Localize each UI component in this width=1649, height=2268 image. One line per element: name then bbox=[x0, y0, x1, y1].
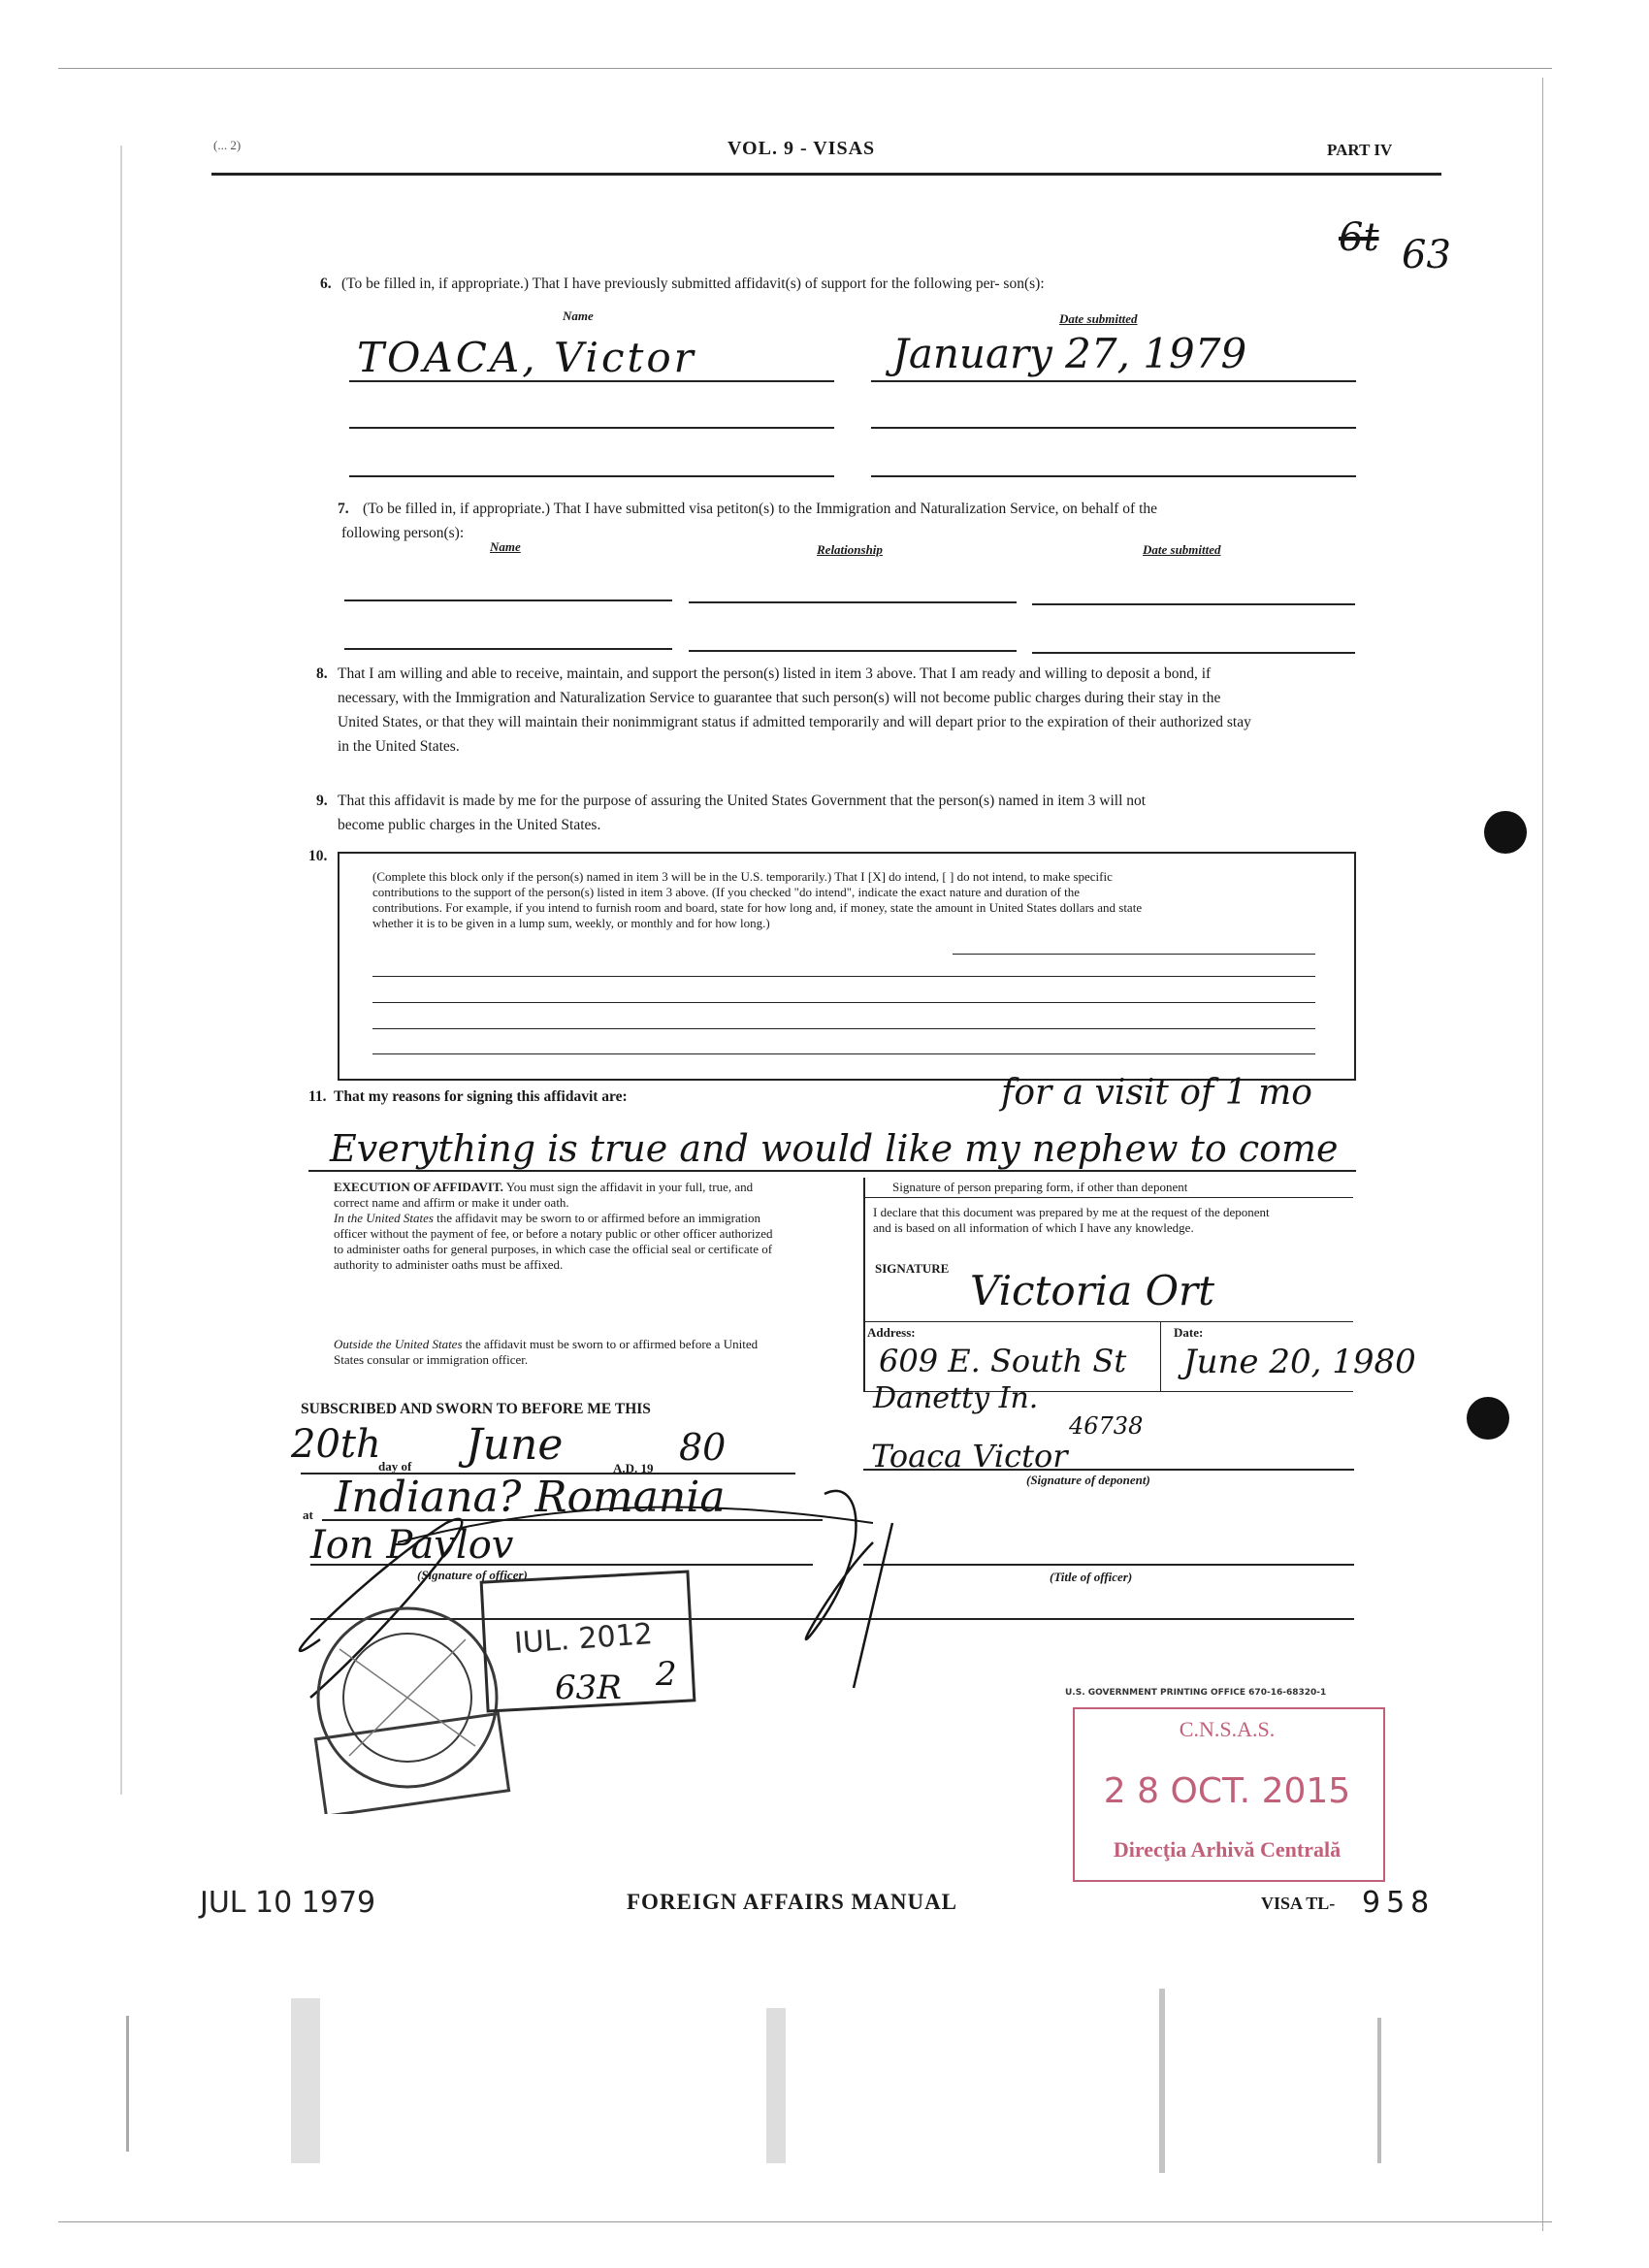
item8-number: 8. bbox=[316, 665, 328, 682]
execution-title: EXECUTION OF AFFIDAVIT. bbox=[334, 1180, 503, 1194]
item6-entry-name: TOACA, Victor bbox=[357, 334, 696, 381]
scan-noise bbox=[1159, 1989, 1165, 2173]
hole-punch bbox=[1484, 811, 1527, 854]
corner-mark: (... 2) bbox=[213, 138, 242, 152]
header-rule bbox=[211, 173, 1441, 176]
execution-text2: the affidavit may be sworn to or affirmed before an immigration officer without the payment of fee, or before a notary public or other officer authorized to administer oaths for general purposes, in which case the official seal or certificate of authority to administer oaths must be affixed. bbox=[334, 1211, 773, 1272]
item7-text: (To be filled in, if appropriate.) That I have submitted visa petiton(s) to the Immigration and Naturalization Service, on behalf of the following person(s): bbox=[341, 501, 1158, 541]
item10-line bbox=[372, 1053, 1315, 1054]
archive-stamp-date: 2 8 OCT. 2015 bbox=[1103, 1771, 1351, 1811]
preparer-signature: Victoria Ort bbox=[970, 1267, 1214, 1314]
item7-line bbox=[1032, 603, 1355, 605]
scan-noise bbox=[1377, 2018, 1381, 2163]
item11-number: 11. bbox=[308, 1088, 327, 1105]
date-stamp-date: IUL. 2012 bbox=[512, 1617, 654, 1661]
deponent-label: (Signature of deponent) bbox=[1026, 1473, 1150, 1487]
item6-number: 6. bbox=[320, 275, 332, 292]
preparer-date: June 20, 1980 bbox=[1183, 1343, 1416, 1381]
officer-signature: Ion Pavlov bbox=[310, 1523, 514, 1568]
item7-col-date: Date submitted bbox=[1143, 542, 1221, 557]
archive-stamp-office: Direcţia Arhivă Centrală bbox=[1113, 1837, 1342, 1862]
scan-noise bbox=[766, 2008, 786, 2163]
item6-col-name: Name bbox=[563, 308, 594, 323]
item10-line bbox=[953, 954, 1315, 955]
preparer-signature-label: SIGNATURE bbox=[875, 1261, 950, 1276]
preparer-divider bbox=[1160, 1321, 1161, 1391]
item7-line bbox=[344, 599, 672, 601]
sworn-at-label: at bbox=[303, 1507, 313, 1522]
date-stamp-num: 2 bbox=[656, 1655, 677, 1694]
item10-line bbox=[372, 1028, 1315, 1029]
preparer-header-rule bbox=[863, 1197, 1353, 1198]
scan-noise bbox=[126, 2016, 129, 2152]
item7-line bbox=[689, 650, 1017, 652]
preparer-rule bbox=[863, 1321, 1353, 1322]
item6-line bbox=[349, 475, 834, 477]
execution-text3-lead: Outside the United States bbox=[334, 1337, 463, 1351]
preparer-address-line1: 609 E. South St bbox=[879, 1343, 1127, 1379]
page-header-part: PART IV bbox=[1327, 141, 1393, 159]
hole-punch bbox=[1467, 1397, 1509, 1440]
scan-right-edge bbox=[1542, 78, 1543, 2231]
item6-text: (To be filled in, if appropriate.) That I have previously submitted affidavit(s) of support for the following per- son(s): bbox=[341, 275, 1045, 292]
item6-line bbox=[349, 427, 834, 429]
scan-noise bbox=[120, 146, 122, 1795]
sworn-day: 20th bbox=[291, 1422, 381, 1467]
item8-text: That I am willing and able to receive, maintain, and support the person(s) listed in item 3 above. That I am ready and willing to deposit a bond, if necessary, with the Immigration and Naturalization Service to guarantee that such person(s) will not become public charges during their stay in the United States, or that they will maintain their nonimmigrant status if admitted temporarily and will depart prior to the expiration of their authorized stay in the United States. bbox=[338, 665, 1251, 755]
item10-number: 10. bbox=[308, 848, 328, 864]
preparer-date-label: Date: bbox=[1174, 1325, 1204, 1340]
sworn-day-of: day of bbox=[378, 1459, 412, 1474]
item6-line bbox=[871, 427, 1356, 429]
item11-hand-line2: Everything is true and would like my nephew to come bbox=[330, 1127, 1339, 1170]
scan-top-edge bbox=[58, 68, 1552, 69]
sworn-ad: A.D. 19 bbox=[613, 1461, 654, 1475]
item10-text: (Complete this block only if the person(s) named in item 3 will be in the U.S. temporarily.) That I [X] do intend, [ ] do not intend, to make specific contributions to the support of the person(s) listed in item 3 above. (If you checked "do intend", indicate the exact nature and duration of the contributions. For example, if you intend to furnish room and board, state for how long and, if money, state the amount in United States dollars and state whether it is to be given in a lump sum, weekly, or monthly and for how long.) bbox=[372, 869, 1143, 930]
item6-line bbox=[871, 475, 1356, 477]
item9-number: 9. bbox=[316, 793, 328, 809]
item10-line bbox=[372, 1002, 1315, 1003]
item10-line bbox=[372, 976, 1315, 977]
date-stamp-ref: 63R bbox=[555, 1669, 622, 1707]
scan-noise bbox=[291, 1998, 320, 2163]
execution-outside bbox=[334, 1337, 780, 1368]
footer-manual: FOREIGN AFFAIRS MANUAL bbox=[627, 1890, 958, 1914]
gpo-line: U.S. GOVERNMENT PRINTING OFFICE 670-16-68320-1 bbox=[1065, 1688, 1327, 1698]
execution-block bbox=[334, 1180, 780, 1273]
sworn-month: June bbox=[466, 1420, 564, 1470]
item9-text: That this affidavit is made by me for the purpose of assuring the United States Government that the person(s) named in item 3 will not become public charges in the United States. bbox=[338, 793, 1147, 833]
item6-line bbox=[349, 380, 834, 382]
preparer-address-line2: Danetty In. bbox=[873, 1381, 1039, 1415]
item6-line bbox=[871, 380, 1356, 382]
page-ref: 63 bbox=[1402, 233, 1451, 277]
execution-text2-lead: In the United States bbox=[334, 1211, 434, 1225]
execution-text3: the affidavit must be sworn to or affirmed before a United States consular or immigration officer. bbox=[334, 1337, 759, 1367]
preparer-declaration: I declare that this document was prepared by me at the request of the deponent and is based on all information of which I have any knowledge. bbox=[873, 1205, 1270, 1235]
footer-visa-tl-label: VISA TL- bbox=[1261, 1894, 1336, 1913]
archive-stamp-name: C.N.S.A.S. bbox=[1179, 1717, 1276, 1741]
scan-bottom-edge bbox=[58, 2221, 1552, 2222]
execution-text1: You must sign the affidavit in your full, true, and correct name and affirm or make it under oath. bbox=[334, 1180, 754, 1210]
item7-col-name: Name bbox=[490, 539, 521, 554]
deponent-signature: Toaca Victor bbox=[871, 1438, 1068, 1474]
item11-line bbox=[308, 1170, 1356, 1172]
sworn-place: Indiana? Romania bbox=[335, 1473, 726, 1522]
item6-col-date: Date submitted bbox=[1059, 311, 1138, 326]
item7-line bbox=[1032, 652, 1355, 654]
footer-visa-tl-number: 958 bbox=[1362, 1886, 1436, 1920]
officer-label: (Signature of officer) bbox=[417, 1568, 528, 1582]
officer-title-label: (Title of officer) bbox=[1050, 1570, 1133, 1584]
footer-date: JUL 10 1979 bbox=[200, 1886, 376, 1920]
item7-col-relationship: Relationship bbox=[817, 542, 883, 557]
item7-line bbox=[344, 648, 672, 650]
preparer-header: Signature of person preparing form, if other than deponent bbox=[892, 1180, 1188, 1194]
preparer-address-label: Address: bbox=[867, 1325, 916, 1340]
item7-number: 7. bbox=[338, 501, 349, 517]
sworn-title: SUBSCRIBED AND SWORN TO BEFORE ME THIS bbox=[301, 1401, 651, 1417]
item6-entry-date: January 27, 1979 bbox=[892, 330, 1247, 377]
item11-text: That my reasons for signing this affidavit are: bbox=[334, 1088, 628, 1105]
page-ref-crossed: 6t bbox=[1339, 215, 1379, 260]
item11-hand-line1: for a visit of 1 mo bbox=[1001, 1073, 1312, 1113]
preparer-address-zip: 46738 bbox=[1069, 1412, 1144, 1440]
page-header-title: VOL. 9 - VISAS bbox=[728, 138, 876, 159]
item7-line bbox=[689, 601, 1017, 603]
sworn-year: 80 bbox=[679, 1426, 727, 1469]
